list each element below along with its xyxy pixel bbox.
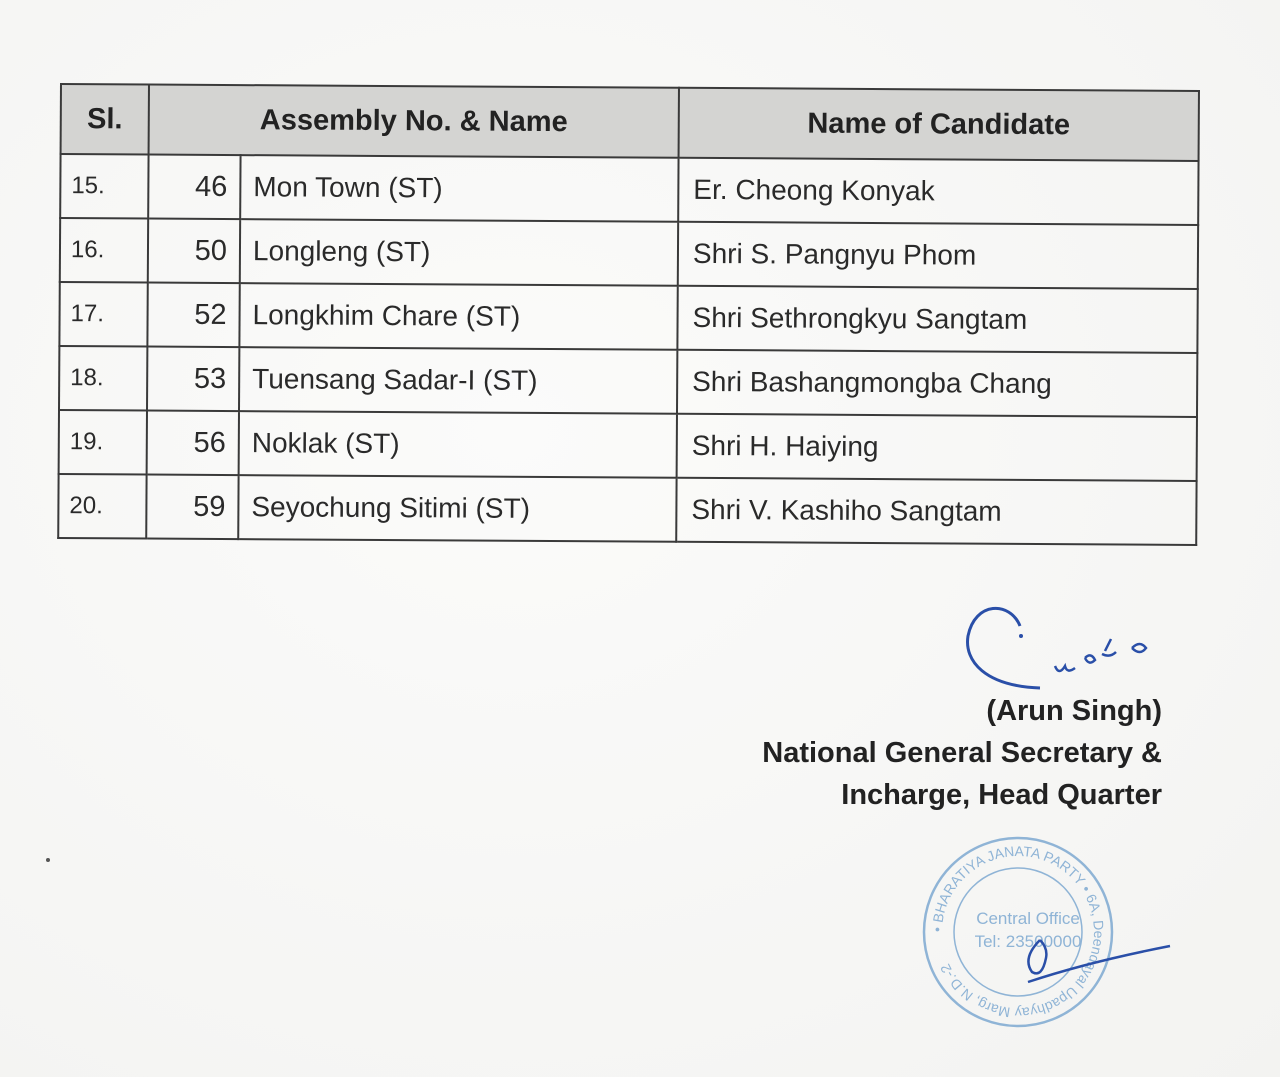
table-row bbox=[59, 282, 1197, 353]
signatory-title-line1: National General Secretary & bbox=[762, 737, 1162, 769]
signatory-name: (Arun Singh) bbox=[986, 695, 1162, 727]
row-assembly-name: Noklak (ST) bbox=[239, 411, 677, 478]
row-sl: 19. bbox=[59, 410, 147, 475]
row-assembly-no: 46 bbox=[148, 155, 240, 220]
row-assembly-no: 53 bbox=[147, 347, 239, 412]
handwritten-signature bbox=[960, 596, 1200, 696]
stray-mark bbox=[46, 858, 50, 862]
row-candidate: Shri Bashangmongba Chang bbox=[677, 350, 1197, 417]
table-row bbox=[59, 410, 1197, 481]
row-sl: 17. bbox=[59, 282, 147, 347]
signatory-title-line2: Incharge, Head Quarter bbox=[841, 779, 1162, 811]
row-assembly-name: Seyochung Sitimi (ST) bbox=[238, 475, 676, 542]
row-sl: 15. bbox=[60, 154, 148, 219]
row-assembly-no: 50 bbox=[148, 219, 240, 284]
table-header-row bbox=[61, 84, 1199, 161]
row-sl: 20. bbox=[58, 474, 146, 539]
row-candidate: Er. Cheong Konyak bbox=[678, 158, 1198, 225]
row-assembly-name: Mon Town (ST) bbox=[240, 155, 678, 222]
table-row bbox=[60, 218, 1198, 289]
row-assembly-no: 59 bbox=[146, 475, 238, 540]
stamp-ring-text: • BHARATIYA JANATA PARTY • 6A, Deendayal Upadhyay Marg, N.D.-2 bbox=[928, 842, 1108, 1022]
row-sl: 18. bbox=[59, 346, 147, 411]
header-sl: Sl. bbox=[61, 84, 149, 155]
candidate-table bbox=[57, 83, 1200, 546]
row-candidate: Shri V. Kashiho Sangtam bbox=[676, 478, 1196, 545]
row-assembly-name: Tuensang Sadar-I (ST) bbox=[239, 347, 677, 414]
party-stamp bbox=[918, 832, 1178, 1032]
row-candidate: Shri Sethrongkyu Sangtam bbox=[677, 286, 1197, 353]
row-assembly-name: Longleng (ST) bbox=[240, 219, 678, 286]
row-candidate: Shri S. Pangnyu Phom bbox=[678, 222, 1198, 289]
table-row bbox=[59, 346, 1197, 417]
stamp-center-line2: Tel: 23500000 bbox=[974, 932, 1082, 951]
table-row bbox=[58, 474, 1196, 545]
row-assembly-name: Longkhim Chare (ST) bbox=[239, 283, 677, 350]
signatory-block bbox=[762, 690, 1162, 816]
table-row bbox=[60, 154, 1198, 225]
stamp-center-line1: Central Office bbox=[976, 909, 1080, 928]
row-assembly-no: 52 bbox=[147, 283, 239, 348]
header-candidate: Name of Candidate bbox=[679, 88, 1199, 161]
row-sl: 16. bbox=[60, 218, 148, 283]
row-assembly-no: 56 bbox=[147, 411, 239, 476]
header-assembly: Assembly No. & Name bbox=[149, 85, 679, 158]
row-candidate: Shri H. Haiying bbox=[677, 414, 1197, 481]
